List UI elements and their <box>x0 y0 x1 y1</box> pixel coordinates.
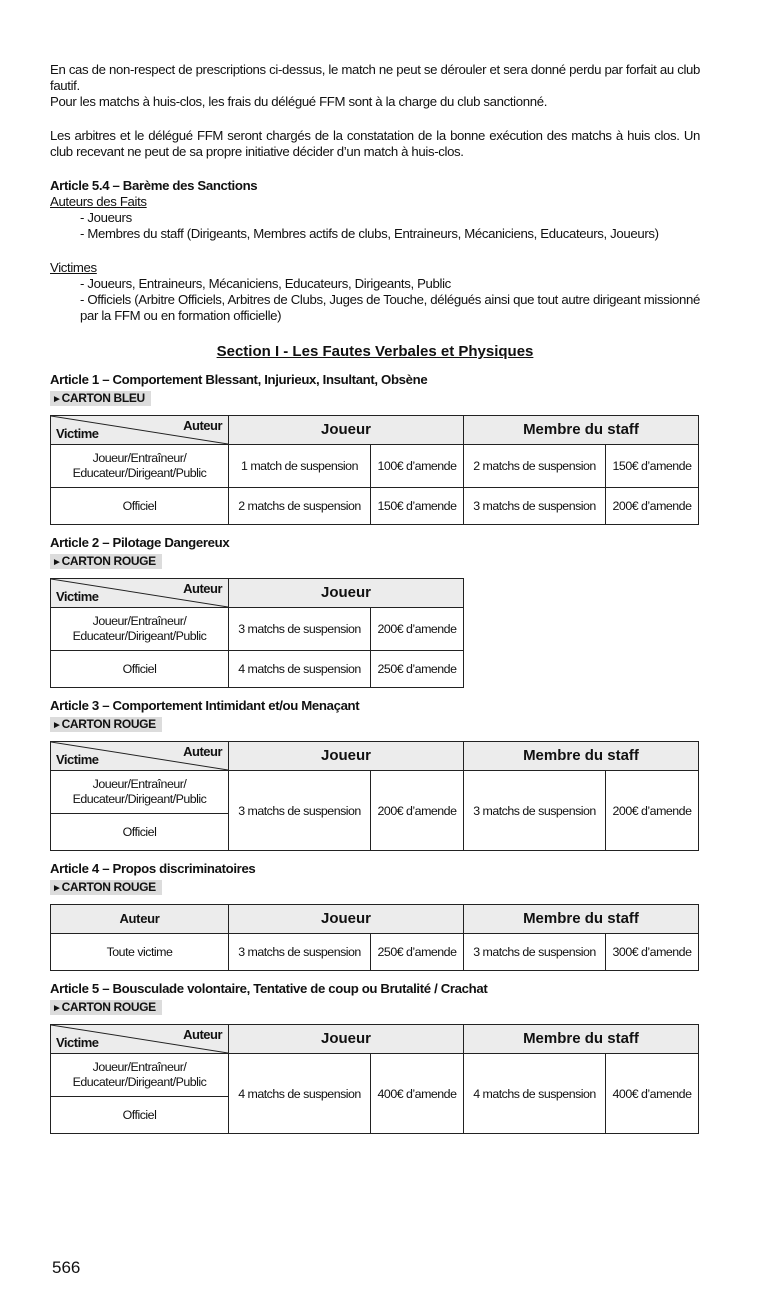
table-row <box>51 934 699 971</box>
auteur-victime-header <box>51 742 229 771</box>
triangle-right-icon: ► <box>52 720 62 731</box>
auteurs-item: - Joueurs <box>80 210 132 225</box>
article-title: Article 3 – Comportement Intimidant et/ou Menaçant <box>50 698 360 713</box>
victim-stack <box>51 1054 229 1134</box>
article-title: Article 1 – Comportement Blessant, Injurieux, Insultant, Obsène <box>50 372 428 387</box>
auteur-victime-header <box>51 579 229 608</box>
auteur-victime-header <box>51 1025 229 1054</box>
table-cell: 2 matchs de suspension <box>464 445 606 488</box>
auteur-label: Auteur <box>183 1027 222 1042</box>
article-5-4-title: Article 5.4 – Barème des Sanctions <box>50 178 258 193</box>
auteur-label: Auteur <box>183 744 222 759</box>
table-cell: 250€ d’amende <box>371 934 464 971</box>
table-cell: 4 matchs de suspension <box>229 651 371 688</box>
triangle-right-icon: ► <box>52 394 62 405</box>
table-cell: 4 matchs de suspension <box>464 1054 606 1134</box>
victime-label: Victime <box>56 589 99 604</box>
joueur-header: Joueur <box>229 905 464 934</box>
auteur-victime-header <box>51 416 229 445</box>
table-cell: 150€ d’amende <box>371 488 464 525</box>
section-title: Section I - Les Fautes Verbales et Physiques <box>216 343 534 360</box>
table-cell: 200€ d’amende <box>606 771 699 851</box>
auteurs-heading: Auteurs des Faits <box>50 194 147 209</box>
joueur-header: Joueur <box>229 742 464 771</box>
table-row <box>51 488 699 525</box>
carton-badge <box>50 1000 162 1015</box>
table-cell: 250€ d’amende <box>371 651 464 688</box>
auteurs-item: - Membres du staff (Dirigeants, Membres actifs de clubs, Entraineurs, Mécaniciens, Educateurs, Joueurs) <box>80 226 659 241</box>
table-cell: 2 matchs de suspension <box>229 488 371 525</box>
table-cell: 3 matchs de suspension <box>464 934 606 971</box>
table-cell: 400€ d’amende <box>606 1054 699 1134</box>
article-title: Article 4 – Propos discriminatoires <box>50 861 256 876</box>
carton-label: CARTON BLEU <box>61 391 145 405</box>
table-row <box>51 608 464 651</box>
auteur-label: Auteur <box>183 581 222 596</box>
victimes-item: - Officiels (Arbitre Officiels, Arbitres de Clubs, Juges de Touche, délégués ainsi que tout autre dirigeant missionné par la FFM ou en formation officielle) <box>80 292 700 323</box>
table-cell: 300€ d’amende <box>606 934 699 971</box>
victimes-heading: Victimes <box>50 260 97 275</box>
carton-label: CARTON ROUGE <box>61 717 156 731</box>
victime-label: Victime <box>56 426 99 441</box>
sanction-table <box>50 578 464 688</box>
victim-cell: Joueur/Entraîneur/ Educateur/Dirigeant/Public <box>51 1054 228 1097</box>
table-row <box>51 771 699 851</box>
page-number: 566 <box>52 1258 81 1277</box>
table-cell: 1 match de suspension <box>229 445 371 488</box>
triangle-right-icon: ► <box>52 557 62 568</box>
carton-badge <box>50 880 162 895</box>
article-title: Article 2 – Pilotage Dangereux <box>50 535 230 550</box>
sanction-table <box>50 904 699 971</box>
sanction-table <box>50 1024 699 1134</box>
joueur-header: Joueur <box>229 579 464 608</box>
table-cell: 100€ d’amende <box>371 445 464 488</box>
table-row <box>51 651 464 688</box>
carton-label: CARTON ROUGE <box>61 554 156 568</box>
victim-cell: Officiel <box>51 651 229 688</box>
article-title: Article 5 – Bousculade volontaire, Tentative de coup ou Brutalité / Crachat <box>50 981 488 996</box>
joueur-header: Joueur <box>229 416 464 445</box>
table-cell: 4 matchs de suspension <box>229 1054 371 1134</box>
joueur-header: Joueur <box>229 1025 464 1054</box>
victim-cell: Officiel <box>51 488 229 525</box>
triangle-right-icon: ► <box>52 883 62 894</box>
sanction-table <box>50 415 699 525</box>
intro-paragraph-2: Pour les matchs à huis-clos, les frais du délégué FFM sont à la charge du club sanctionné. <box>50 94 548 109</box>
staff-header: Membre du staff <box>464 416 699 445</box>
table-cell: 3 matchs de suspension <box>229 771 371 851</box>
table-cell: 150€ d’amende <box>606 445 699 488</box>
auteur-header: Auteur <box>51 905 229 934</box>
carton-badge <box>50 717 162 732</box>
victim-cell: Joueur/Entraîneur/ Educateur/Dirigeant/Public <box>51 445 229 488</box>
carton-label: CARTON ROUGE <box>61 1000 156 1014</box>
victim-cell: Toute victime <box>51 934 229 971</box>
auteur-label: Auteur <box>183 418 222 433</box>
table-cell: 200€ d’amende <box>371 771 464 851</box>
victim-stack <box>51 771 229 851</box>
table-row <box>51 445 699 488</box>
victime-label: Victime <box>56 1035 99 1050</box>
sanction-table <box>50 741 699 851</box>
victim-cell: Joueur/Entraîneur/ Educateur/Dirigeant/Public <box>51 771 228 814</box>
staff-header: Membre du staff <box>464 905 699 934</box>
table-row <box>51 1054 699 1134</box>
staff-header: Membre du staff <box>464 742 699 771</box>
table-cell: 400€ d’amende <box>371 1054 464 1134</box>
table-cell: 200€ d’amende <box>606 488 699 525</box>
intro-paragraph-3: Les arbitres et le délégué FFM seront chargés de la constatation de la bonne exécution des matchs à huis clos. Un club recevant ne peut de sa propre initiative décider d’un match à huis-clos. <box>50 128 700 159</box>
table-cell: 3 matchs de suspension <box>229 608 371 651</box>
victimes-item: - Joueurs, Entraineurs, Mécaniciens, Educateurs, Dirigeants, Public <box>80 276 451 291</box>
table-cell: 3 matchs de suspension <box>229 934 371 971</box>
document-page <box>50 62 700 1134</box>
table-cell: 3 matchs de suspension <box>464 771 606 851</box>
victim-cell: Officiel <box>122 1108 157 1122</box>
intro-paragraph-1: En cas de non-respect de prescriptions ci-dessus, le match ne peut se dérouler et sera donné perdu par forfait au club fautif. <box>50 62 700 93</box>
carton-label: CARTON ROUGE <box>61 880 156 894</box>
victime-label: Victime <box>56 752 99 767</box>
carton-badge <box>50 554 162 569</box>
carton-badge <box>50 391 151 406</box>
victim-cell: Joueur/Entraîneur/ Educateur/Dirigeant/Public <box>51 608 229 651</box>
table-cell: 200€ d’amende <box>371 608 464 651</box>
victim-cell: Officiel <box>122 825 157 839</box>
triangle-right-icon: ► <box>52 1003 62 1014</box>
table-cell: 3 matchs de suspension <box>464 488 606 525</box>
staff-header: Membre du staff <box>464 1025 699 1054</box>
